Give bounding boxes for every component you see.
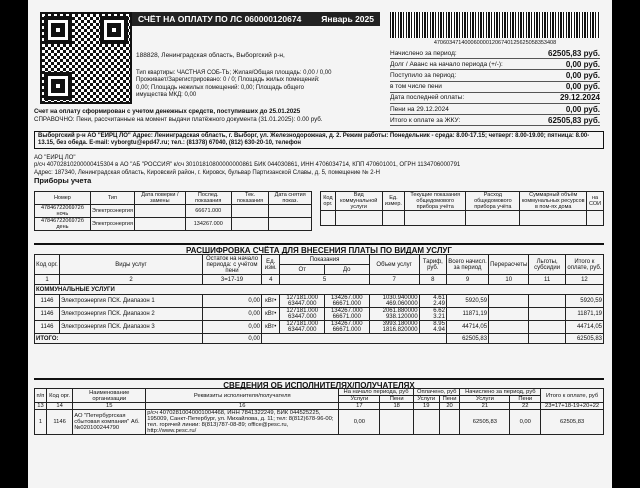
summary-row: в том числе пени 0,00 руб. [390,82,600,92]
summary-row: Пени на 29.12.2024 0,00 руб. [390,104,600,114]
address: 188828, Ленинградская область, Выборгский р-н, [136,52,285,59]
invoice-period: Январь 2025 [321,14,374,24]
qr-code [40,12,132,104]
table-row: 4784672206972б день Электроэнергия 134267.000 [35,218,312,231]
invoice-page [28,0,612,488]
invoice-title: СЧЁТ НА ОПЛАТУ ПО ЛС 060000120674 [138,14,302,24]
table-row: 1146 Электроэнергия ПСК. Диапазон 2 0,00 кВт• 127181.000 63447.000 134267.000 66671.000 2061.880000 938.120000 6.62 3.21 11871,19 11871,19 [35,308,604,321]
bank-details: АО "ЕИРЦ ЛО" р/сч 40702810200000415304 в АО "АБ "РОССИЯ" к/сч 30101810800000000861 БИК 044030861, ИНН 4706034714, КПП 470601001, ОГРН 1134706000791 Адрес: 187340, Ленинградская область, Кировский район, г. Кировск, бульвар Партизанской Славы, д. 5, помещение № 2-Н Приборы учета [34,155,604,184]
summary-block [390,48,600,126]
executors-table: п/п Код орг. Наименование организации Реквизиты исполнителя/получателя На начало периода, руб Оплачено, руб Начислено за период, руб Итого к оплате, руб Услуги Пени Услуги Пени Услуги Пени 13 14 15 16 17 18 19 20 21 22 23=17+18-19+20+22 1 1146 АО "Петербургская сбытовая компания" Аб.№020100244790 р/сч 40702810040001004468, ИНН 7841322249, БИК 044525225, 195009, Санкт-Петербург, ул. Михайлова, д. 11; тел: 8(812)678-96-00; тел. горячей линии: 8(813)787-08-89; office@pesc.ru, http://www.pesc.ru/ 0,00 62505,83 0,00 62505,83 [34,388,604,435]
notes: Счет на оплату сформирован с учетом денежных средств, поступивших до 25.01.2025 СПРАВОЧНО: Пени, рассчитанные на момент выдачи платёжного документа (31.01.2025): 0.00 руб. [34,108,323,123]
apartment-info: Тип квартиры: ЧАСТНАЯ СОБ-ТЬ; Жилая/Общая площадь: 0,00 / 0,00 Проживает/Зарегистрировано: 0 / 0; Площадь жилых помещений: 0,00; Площадь нежилых помещений: 0,00; Площадь общего имущества МКД: 0,00 [136,70,332,98]
summary-row: Дата последней оплаты: 29.12.2024 [390,93,600,103]
table-row: 1 1146 АО "Петербургская сбытовая компания" Аб.№020100244790 р/сч 40702810040001004468, ИНН 7841322249, БИК 044525225, 195009, Санкт-Петербург, ул. Михайлова, д. 11; тел: 8(812)678-96-00; тел. горячей линии: 8(813)787-08-89; office@pesc.ru, http://www.pesc.ru/ 0,00 62505,83 0,00 62505,83 [35,410,604,435]
consumption-table: Код орг. Вид коммунальной услуги Ед. измер. Текущие показания общедомового прибора учёта Расход общедомового прибора учёта Суммарный объём коммунальных ресурсов в пом-ях дома на СОИ [320,191,604,226]
table-row: 1146 Электроэнергия ПСК. Диапазон 1 0,00 кВт• 127181.000 63447.000 134267.000 66671.000 1030.940000 469.060000 4.61 2.49 5920,59 5920,59 [35,295,604,308]
table-row: 4784672206972б ночь Электроэнергия 66671.000 [35,205,312,218]
summary-row: Начислено за период: 62505,83 руб. [390,48,600,58]
charges-table: Код орг. Виды услуг Остаток на начало периода: с учётом пени Ед. изм. Показания Объем услуг Тариф, руб. Всего начисл. за период Перерасчеты Льготы, субсидии Итого к оплате, руб. От До 1 2 3=17-19 4 5 7 8 9 10 11 12 КОММУНАЛЬНЫЕ УСЛУГИ 1146 Электроэнергия ПСК. Диапазон 1 0,00 кВт• 127181.000 63447.000 134267.000 66671.000 1030.940000 469.060000 4.61 2.49 5920,59 5920,59 1146 Электроэнергия ПСК. Диапазон 2 0,00 кВт• 127181.000 63447.000 134267.000 66671.000 2061.880000 938.120000 6.62 3.21 11871,19 11871,19 1146 Электроэнергия ПСК. Диапазон 3 0,00 кВт• 127181.000 63447.000 134267.000 66671.000 3993.180000 1816.820000 8.95 4.94 44714,05 44714,05 ИТОГО: 0,00 62505,83 62505,83 [36,255,602,342]
exec-title: СВЕДЕНИЯ ОБ ИСПОЛНИТЕЛЯХ/ПОЛУЧАТЕЛЯХ [34,378,604,390]
summary-row: Долг / Аванс на начало периода (+/-): 0,00 руб. [390,59,600,69]
main-title: РАСШИФРОВКА СЧЁТА ДЛЯ ВНЕСЕНИЯ ПЛАТЫ ПО ВИДАМ УСЛУГ [34,243,604,255]
meters-title: Приборы учета [34,175,92,185]
summary-row: Поступило за период: 0,00 руб. [390,70,600,80]
barcode-number: 4706034714000600001206740125625058353408 [433,40,557,46]
meters-table: Номер Тип Дата поверки / замены Послед. показания Тек. показания Дата снятия показ. 4784672206972б ночь Электроэнергия 66671.000 4784672206972б день Электроэнергия 134267.000 [34,191,312,231]
invoice-header [132,12,380,26]
summary-row: Итого к оплате за ЖКУ: 62505,83 руб. [390,115,600,125]
table-row: 1146 Электроэнергия ПСК. Диапазон 3 0,00 кВт• 127181.000 63447.000 134267.000 66671.000 3993.180000 1816.820000 8.95 4.94 44714,05 44714,05 [35,321,604,334]
org-info: Выборгский р-н АО "ЕИРЦ ЛО" Адрес: Ленинградская область, г. Выборг, ул. Железнодорожная, д. 2. Режим работы: Понедельник - среда: 8.00-17.15; четверг: 8.00-19.00; пятница: 8.00-13.15, без обеда. E-mail: vyborgtu@epd47.ru; тел.: (81378) 67040, (812) 630-20-10, телефон [34,131,604,149]
barcode [390,12,600,38]
